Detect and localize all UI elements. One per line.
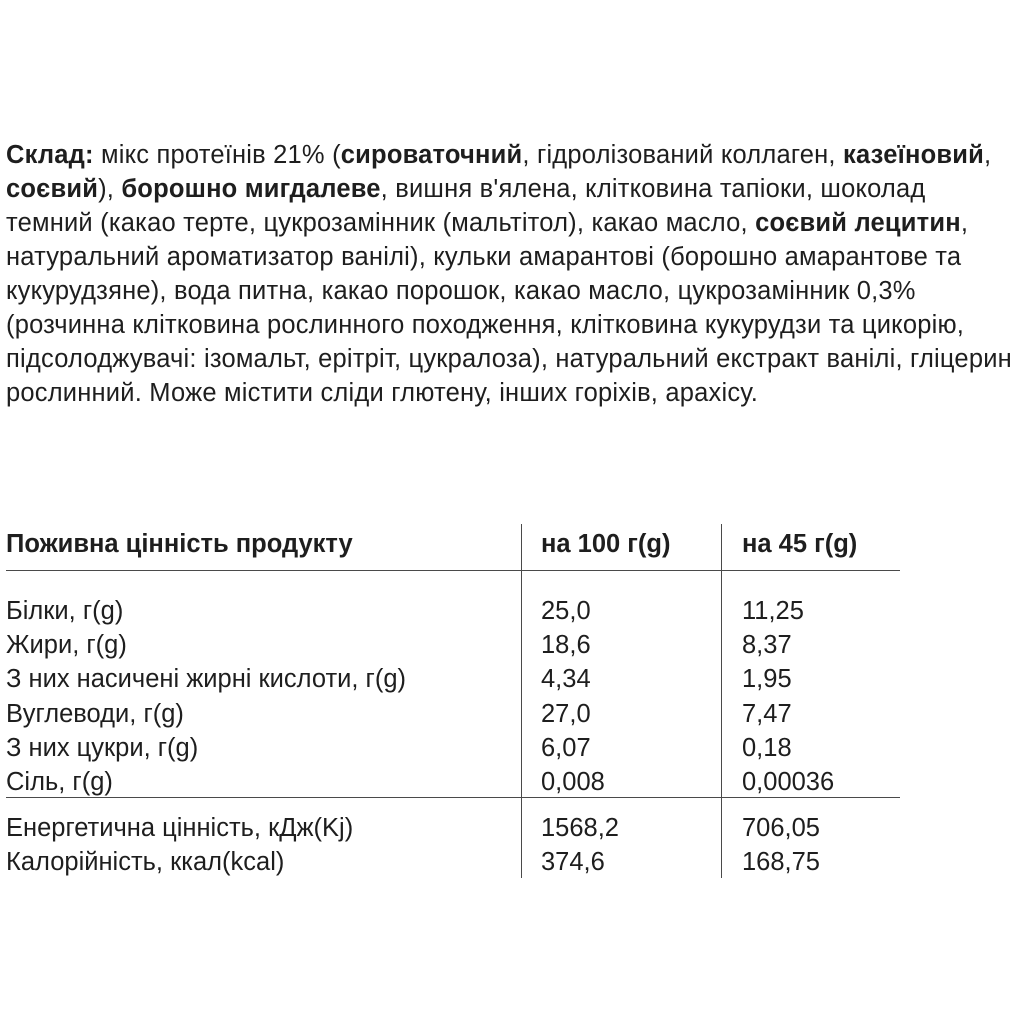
- nutrition-table: [6, 524, 900, 880]
- value-per-45g: 0,00036: [742, 767, 835, 796]
- column-divider-1: [521, 524, 522, 878]
- nutrient-name: Жири, г(g): [6, 631, 127, 660]
- composition-bold-segment: казеїновий: [843, 141, 984, 169]
- nutrition-row: [6, 628, 900, 662]
- value-per-100g: 6,07: [541, 733, 591, 762]
- composition-segment: ,: [983, 141, 992, 169]
- value-per-45g: 1,95: [742, 665, 792, 694]
- nutrient-name: Калорійність, ккал(kcal): [6, 848, 285, 877]
- nutrition-row: [6, 845, 900, 879]
- composition-segment: , натуральний ароматизатор ванілі), кульки амарантові (борошно амарантове та кукурудзяне), вода питна, какао порошок, какао масло, цукрозамінник 0,3% (розчинна клітковина рослинного походження, клітковина кукурудзи та цикорію, підсолоджувачі: ізомальт, ерітріт, цукралоза), натуральний екстракт ванілі, гліцерин рослинний. Може містити сліди глютену, інших горіхів, арахісу.: [6, 209, 1012, 407]
- value-per-100g: 4,34: [541, 665, 591, 694]
- value-per-100g: 18,6: [541, 631, 591, 660]
- nutrient-name: Вуглеводи, г(g): [6, 699, 184, 728]
- nutrition-row: [6, 697, 900, 731]
- energy-divider: [6, 797, 900, 798]
- value-per-100g: 27,0: [541, 699, 591, 728]
- value-per-45g: 7,47: [742, 699, 792, 728]
- nutrition-row: [6, 731, 900, 765]
- composition-bold-segment: сироваточний: [340, 141, 523, 169]
- nutrient-name: З них насичені жирні кислоти, г(g): [6, 665, 407, 694]
- composition-segment: мікс протеїнів 21% (: [93, 141, 341, 169]
- header-product-value-label: Поживна цінність продукту: [6, 530, 353, 558]
- nutrient-name: Сіль, г(g): [6, 767, 113, 796]
- composition-segment: , вишня в'ялена, клітковина тапіоки, шоколад темний (какао терте, цукрозамінник (мальтітол), какао масло,: [6, 175, 926, 237]
- value-per-100g: 1568,2: [541, 814, 619, 843]
- value-per-45g: 168,75: [742, 848, 820, 877]
- nutrition-header-row: [6, 524, 900, 566]
- value-per-45g: 11,25: [742, 597, 804, 625]
- nutrient-rows: [6, 594, 900, 799]
- composition-bold-segment: соєвий: [6, 175, 99, 203]
- nutrition-row: [6, 765, 900, 799]
- value-per-45g: 706,05: [742, 814, 820, 843]
- value-per-45g: 0,18: [742, 733, 792, 762]
- composition-segment: ),: [98, 175, 122, 203]
- energy-rows: [6, 811, 900, 879]
- value-per-100g: 0,008: [541, 767, 605, 796]
- value-per-45g: 8,37: [742, 631, 792, 660]
- value-per-100g: 374,6: [541, 848, 605, 877]
- nutrition-row: [6, 594, 900, 628]
- composition-segment: , гідролізований коллаген,: [522, 141, 844, 169]
- value-per-100g: 25,0: [541, 597, 591, 625]
- nutrient-name: З них цукри, г(g): [6, 733, 199, 762]
- composition-bold-segment: соєвий лецитин: [755, 209, 961, 237]
- header-per-100g: на 100 г(g): [541, 530, 671, 558]
- composition-bold-segment: Склад:: [6, 141, 94, 169]
- column-divider-2: [721, 524, 722, 878]
- nutrient-name: Білки, г(g): [6, 597, 124, 625]
- header-divider: [6, 570, 900, 571]
- composition-text: [6, 138, 1016, 410]
- nutrient-name: Енергетична цінність, кДж(Kj): [6, 814, 354, 843]
- composition-bold-segment: борошно мигдалеве: [121, 175, 381, 203]
- nutrition-row: [6, 811, 900, 845]
- nutrition-row: [6, 662, 900, 696]
- header-per-45g: на 45 г(g): [742, 530, 858, 558]
